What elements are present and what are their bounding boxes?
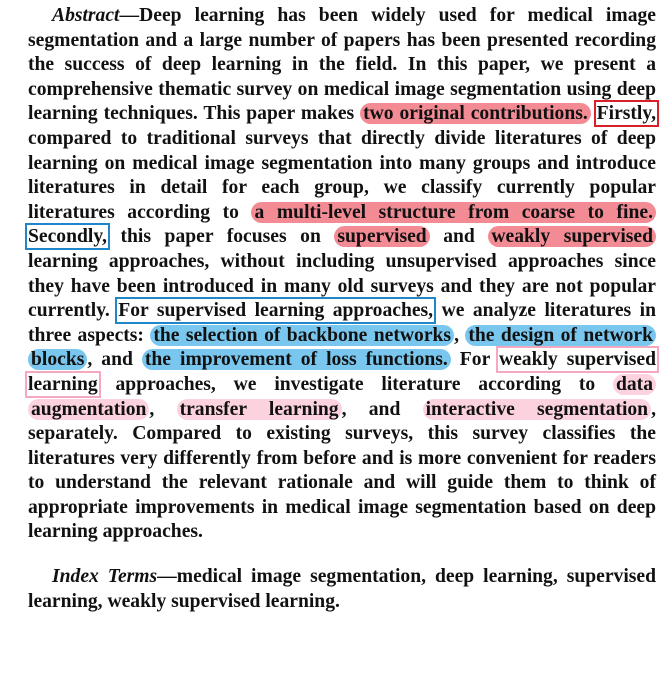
abstract-text-13: , separately. Compared to existing surveys, this survey classifies the literatures very differently from before and is more convenient for readers to understand the relevant rationale and will guide them to think of appropriate improvements in medical image segmentation based on deep learning approaches. bbox=[28, 398, 656, 543]
abstract-text-2: compared to traditional surveys that directly divide literatures of deep learning on medical image segmentation into many groups and introduce literatures in detail for each group, we classify currently popular literatures according to bbox=[28, 127, 656, 223]
highlight-contributions: two original contributions. bbox=[360, 103, 591, 124]
highlight-weakly-supervised: weakly supervised bbox=[488, 226, 656, 247]
box-for-supervised-learning: For supervised learning approaches, bbox=[118, 300, 434, 322]
abstract-label: Abstract bbox=[52, 5, 120, 26]
index-terms-dash: — bbox=[157, 566, 177, 588]
abstract-text-5: learning approaches, without including unsupervised approaches since they have been introduced in many old surveys and they are not popular currently. bbox=[28, 250, 656, 322]
highlight-loss-functions: the improvement of loss functions. bbox=[142, 349, 451, 370]
box-secondly: Secondly, bbox=[28, 226, 107, 248]
abstract-dash: — bbox=[119, 5, 140, 26]
highlight-data-augmentation: data augmentation bbox=[28, 374, 656, 420]
highlight-backbone-networks: the selection of backbone networks bbox=[150, 325, 454, 346]
abstract-text-3: this paper focuses on bbox=[106, 226, 335, 248]
box-firstly: Firstly, bbox=[596, 103, 656, 125]
highlight-multilevel-structure: a multi-level structure from coarse to fine. bbox=[251, 202, 656, 223]
box-weakly-supervised-learning: weakly supervised learning bbox=[28, 349, 657, 395]
index-terms-text: medical image segmentation, deep learning, supervised learning, weakly supervised learning. bbox=[28, 566, 656, 612]
index-terms-paragraph bbox=[28, 565, 656, 614]
paper-abstract-page bbox=[28, 4, 656, 614]
abstract-text-4: and bbox=[429, 226, 489, 248]
paragraph-gap bbox=[28, 545, 656, 565]
highlight-interactive-segmentation: interactive segmentation bbox=[423, 399, 652, 420]
abstract-paragraph: Abstract—Deep learning has been widely used for medical image segmentation and a large number of papers has been presented recording the success of deep learning in the field. In this paper, we present a comprehensive thematic survey on medical image segmentation using deep learning techniques. This paper makes two original contributions. Firstly, compared to traditional surveys that directly divide literatures of deep learning on medical image segmentation into many groups and introduce literatures in detail for each group, we classify currently popular literatures according to a multi-level structure from coarse to fine. Secondly, this paper focuses on supervised and weakly supervised learning approaches, without including unsupervised approaches since they have been introduced in many old surveys and they are not popular currently. For supervised learning approaches, we analyze literatures in three aspects: the selection of backbone networks , the design of network blocks , and the improvement of loss functions. For weakly supervised learning approaches, we investigate literature according to data augmentation , transfer learning , and interactive segmentation , separately. Compared to existing surveys, this survey classifies the literatures very differently from before and is more convenient for readers to understand the relevant rationale and will guide them to think of appropriate improvements in medical image segmentation based on deep learning approaches. bbox=[28, 5, 657, 543]
abstract-text-1: Deep learning has been widely used for medical image segmentation and a large number of papers has been presented recording the success of deep learning in the field. In this paper, we present a comprehensive thematic survey on medical image segmentation using deep learning techniques. This paper makes bbox=[28, 5, 656, 125]
index-terms-label: Index Terms bbox=[52, 566, 158, 588]
highlight-transfer-learning: transfer learning bbox=[177, 399, 342, 420]
highlight-network-blocks: the design of network blocks bbox=[28, 325, 656, 371]
abstract-text-6: we analyze literatures in three aspects: bbox=[28, 300, 656, 346]
highlight-supervised: supervised bbox=[334, 226, 429, 247]
abstract-text-10: approaches, we investigate literature according to bbox=[97, 373, 613, 395]
